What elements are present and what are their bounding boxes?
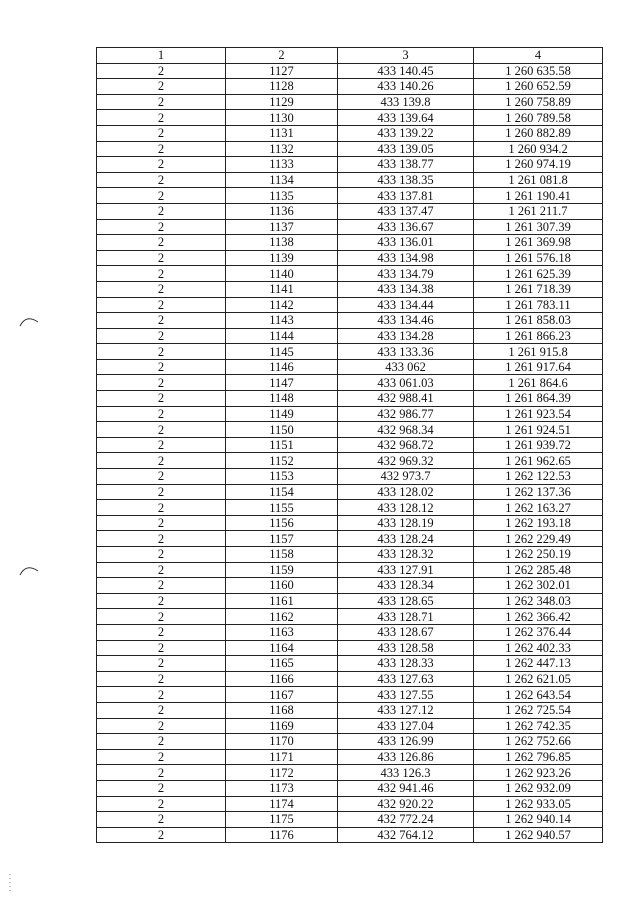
col-1-cell: 2 (97, 422, 226, 438)
col-1-cell: 2 (97, 718, 226, 734)
col-2-cell: 1167 (226, 687, 338, 703)
col-4-cell: 1 262 163.27 (474, 500, 603, 516)
col-2-cell: 1159 (226, 562, 338, 578)
col-1-cell: 2 (97, 531, 226, 547)
col-3-cell: 433 134.28 (338, 328, 474, 344)
col-4-cell: 1 261 924.51 (474, 422, 603, 438)
col-2-cell: 1176 (226, 827, 338, 843)
table-row (97, 328, 603, 344)
table-row (97, 157, 603, 173)
header-cell-2: 2 (226, 48, 338, 64)
table-row (97, 562, 603, 578)
col-3-cell: 433 136.67 (338, 219, 474, 235)
col-2-cell: 1150 (226, 422, 338, 438)
col-4-cell: 1 261 939.72 (474, 437, 603, 453)
col-3-cell: 433 128.58 (338, 640, 474, 656)
header-cell-4: 4 (474, 48, 603, 64)
col-4-cell: 1 262 725.54 (474, 702, 603, 718)
punch-hole-mark (18, 561, 40, 577)
col-3-cell: 433 133.36 (338, 344, 474, 360)
coordinates-table (96, 47, 603, 843)
table-row (97, 172, 603, 188)
col-4-cell: 1 261 864.6 (474, 375, 603, 391)
table-row (97, 718, 603, 734)
col-2-cell: 1156 (226, 515, 338, 531)
col-1-cell: 2 (97, 359, 226, 375)
col-4-cell: 1 261 576.18 (474, 250, 603, 266)
table-row (97, 469, 603, 485)
table-row (97, 375, 603, 391)
col-4-cell: 1 261 625.39 (474, 266, 603, 282)
col-2-cell: 1155 (226, 500, 338, 516)
table-row (97, 453, 603, 469)
col-1-cell: 2 (97, 671, 226, 687)
col-3-cell: 433 126.86 (338, 749, 474, 765)
col-3-cell: 433 139.8 (338, 94, 474, 110)
table-row (97, 624, 603, 640)
coordinates-table-body (97, 48, 603, 843)
col-3-cell: 433 128.71 (338, 609, 474, 625)
col-4-cell: 1 261 307.39 (474, 219, 603, 235)
col-3-cell: 432 986.77 (338, 406, 474, 422)
col-1-cell: 2 (97, 297, 226, 313)
col-3-cell: 433 126.99 (338, 734, 474, 750)
col-3-cell: 433 128.65 (338, 593, 474, 609)
table-row (97, 281, 603, 297)
table-row (97, 578, 603, 594)
col-1-cell: 2 (97, 313, 226, 329)
col-1-cell: 2 (97, 63, 226, 79)
col-2-cell: 1130 (226, 110, 338, 126)
col-1-cell: 2 (97, 827, 226, 843)
col-4-cell: 1 261 081.8 (474, 172, 603, 188)
col-2-cell: 1175 (226, 812, 338, 828)
col-4-cell: 1 261 369.98 (474, 235, 603, 251)
punch-hole-mark (18, 312, 40, 328)
col-4-cell: 1 262 137.36 (474, 484, 603, 500)
col-3-cell: 433 137.81 (338, 188, 474, 204)
col-3-cell: 433 134.44 (338, 297, 474, 313)
col-2-cell: 1131 (226, 125, 338, 141)
col-2-cell: 1158 (226, 547, 338, 563)
col-1-cell: 2 (97, 515, 226, 531)
col-4-cell: 1 261 211.7 (474, 203, 603, 219)
col-4-cell: 1 260 882.89 (474, 125, 603, 141)
col-3-cell: 433 127.12 (338, 702, 474, 718)
col-1-cell: 2 (97, 235, 226, 251)
col-1-cell: 2 (97, 734, 226, 750)
col-2-cell: 1137 (226, 219, 338, 235)
col-4-cell: 1 260 758.89 (474, 94, 603, 110)
col-1-cell: 2 (97, 79, 226, 95)
col-4-cell: 1 262 229.49 (474, 531, 603, 547)
col-1-cell: 2 (97, 547, 226, 563)
col-3-cell: 433 138.35 (338, 172, 474, 188)
col-1-cell: 2 (97, 593, 226, 609)
col-4-cell: 1 262 621.05 (474, 671, 603, 687)
col-2-cell: 1136 (226, 203, 338, 219)
col-1-cell: 2 (97, 157, 226, 173)
col-4-cell: 1 262 285.48 (474, 562, 603, 578)
col-4-cell: 1 262 376.44 (474, 624, 603, 640)
col-2-cell: 1170 (226, 734, 338, 750)
table-row (97, 79, 603, 95)
col-4-cell: 1 261 962.65 (474, 453, 603, 469)
col-3-cell: 433 139.64 (338, 110, 474, 126)
col-1-cell: 2 (97, 344, 226, 360)
col-4-cell: 1 262 366.42 (474, 609, 603, 625)
col-2-cell: 1135 (226, 188, 338, 204)
col-2-cell: 1169 (226, 718, 338, 734)
table-row (97, 671, 603, 687)
col-1-cell: 2 (97, 94, 226, 110)
col-2-cell: 1133 (226, 157, 338, 173)
col-3-cell: 433 134.46 (338, 313, 474, 329)
col-3-cell: 433 127.63 (338, 671, 474, 687)
col-2-cell: 1173 (226, 780, 338, 796)
col-4-cell: 1 261 190.41 (474, 188, 603, 204)
col-4-cell: 1 262 932.09 (474, 780, 603, 796)
col-2-cell: 1143 (226, 313, 338, 329)
col-4-cell: 1 260 974.19 (474, 157, 603, 173)
col-2-cell: 1161 (226, 593, 338, 609)
col-1-cell: 2 (97, 437, 226, 453)
col-1-cell: 2 (97, 562, 226, 578)
col-1-cell: 2 (97, 328, 226, 344)
table-row (97, 609, 603, 625)
col-4-cell: 1 262 643.54 (474, 687, 603, 703)
col-3-cell: 432 988.41 (338, 391, 474, 407)
col-2-cell: 1165 (226, 656, 338, 672)
col-2-cell: 1172 (226, 765, 338, 781)
col-3-cell: 433 127.91 (338, 562, 474, 578)
col-2-cell: 1147 (226, 375, 338, 391)
col-1-cell: 2 (97, 640, 226, 656)
col-2-cell: 1160 (226, 578, 338, 594)
col-2-cell: 1153 (226, 469, 338, 485)
col-2-cell: 1127 (226, 63, 338, 79)
col-3-cell: 433 127.04 (338, 718, 474, 734)
table-row (97, 796, 603, 812)
table-row (97, 734, 603, 750)
col-3-cell: 433 128.67 (338, 624, 474, 640)
col-1-cell: 2 (97, 749, 226, 765)
table-row (97, 110, 603, 126)
col-3-cell: 433 134.79 (338, 266, 474, 282)
col-4-cell: 1 260 652.59 (474, 79, 603, 95)
table-row (97, 656, 603, 672)
col-1-cell: 2 (97, 796, 226, 812)
col-1-cell: 2 (97, 484, 226, 500)
table-row (97, 780, 603, 796)
col-3-cell: 432 973.7 (338, 469, 474, 485)
table-row (97, 531, 603, 547)
col-1-cell: 2 (97, 453, 226, 469)
col-2-cell: 1140 (226, 266, 338, 282)
col-3-cell: 433 128.12 (338, 500, 474, 516)
table-row (97, 94, 603, 110)
col-3-cell: 433 134.98 (338, 250, 474, 266)
col-2-cell: 1164 (226, 640, 338, 656)
col-2-cell: 1162 (226, 609, 338, 625)
table-row (97, 235, 603, 251)
col-2-cell: 1154 (226, 484, 338, 500)
col-1-cell: 2 (97, 406, 226, 422)
col-2-cell: 1129 (226, 94, 338, 110)
table-row (97, 359, 603, 375)
table-row (97, 297, 603, 313)
col-3-cell: 433 128.02 (338, 484, 474, 500)
col-3-cell: 433 128.24 (338, 531, 474, 547)
col-3-cell: 432 941.46 (338, 780, 474, 796)
col-4-cell: 1 261 917.64 (474, 359, 603, 375)
col-3-cell: 432 772.24 (338, 812, 474, 828)
col-2-cell: 1132 (226, 141, 338, 157)
table-row (97, 391, 603, 407)
table-row (97, 812, 603, 828)
table-row (97, 125, 603, 141)
col-3-cell: 433 140.45 (338, 63, 474, 79)
col-1-cell: 2 (97, 250, 226, 266)
table-row (97, 313, 603, 329)
col-4-cell: 1 262 402.33 (474, 640, 603, 656)
col-1-cell: 2 (97, 125, 226, 141)
table-row (97, 500, 603, 516)
col-4-cell: 1 262 752.66 (474, 734, 603, 750)
table-row (97, 827, 603, 843)
col-1-cell: 2 (97, 172, 226, 188)
col-1-cell: 2 (97, 578, 226, 594)
table-row (97, 63, 603, 79)
col-3-cell: 433 136.01 (338, 235, 474, 251)
col-3-cell: 433 137.47 (338, 203, 474, 219)
col-4-cell: 1 262 933.05 (474, 796, 603, 812)
col-4-cell: 1 262 302.01 (474, 578, 603, 594)
col-2-cell: 1174 (226, 796, 338, 812)
col-3-cell: 433 138.77 (338, 157, 474, 173)
col-1-cell: 2 (97, 391, 226, 407)
table-row (97, 406, 603, 422)
col-2-cell: 1157 (226, 531, 338, 547)
col-3-cell: 432 968.72 (338, 437, 474, 453)
col-3-cell: 433 061.03 (338, 375, 474, 391)
col-3-cell: 432 764.12 (338, 827, 474, 843)
col-2-cell: 1144 (226, 328, 338, 344)
col-3-cell: 433 127.55 (338, 687, 474, 703)
table-row (97, 344, 603, 360)
col-3-cell: 433 062 (338, 359, 474, 375)
table-row (97, 593, 603, 609)
col-2-cell: 1152 (226, 453, 338, 469)
table-row (97, 484, 603, 500)
table-row (97, 437, 603, 453)
col-1-cell: 2 (97, 812, 226, 828)
table-row (97, 749, 603, 765)
col-1-cell: 2 (97, 266, 226, 282)
table-row (97, 640, 603, 656)
col-1-cell: 2 (97, 110, 226, 126)
col-3-cell: 433 134.38 (338, 281, 474, 297)
col-1-cell: 2 (97, 624, 226, 640)
col-1-cell: 2 (97, 656, 226, 672)
col-4-cell: 1 261 783.11 (474, 297, 603, 313)
col-4-cell: 1 260 934.2 (474, 141, 603, 157)
col-1-cell: 2 (97, 687, 226, 703)
table-row (97, 687, 603, 703)
col-4-cell: 1 260 789.58 (474, 110, 603, 126)
col-2-cell: 1151 (226, 437, 338, 453)
col-1-cell: 2 (97, 780, 226, 796)
col-4-cell: 1 262 940.14 (474, 812, 603, 828)
col-3-cell: 432 968.34 (338, 422, 474, 438)
table-row (97, 515, 603, 531)
header-cell-1: 1 (97, 48, 226, 64)
table-row (97, 188, 603, 204)
col-3-cell: 433 128.33 (338, 656, 474, 672)
col-4-cell: 1 262 193.18 (474, 515, 603, 531)
table-row (97, 266, 603, 282)
col-2-cell: 1138 (226, 235, 338, 251)
col-3-cell: 433 139.05 (338, 141, 474, 157)
col-2-cell: 1141 (226, 281, 338, 297)
col-1-cell: 2 (97, 188, 226, 204)
col-1-cell: 2 (97, 500, 226, 516)
col-4-cell: 1 261 866.23 (474, 328, 603, 344)
table-row (97, 203, 603, 219)
col-1-cell: 2 (97, 141, 226, 157)
table-row (97, 422, 603, 438)
table-row (97, 141, 603, 157)
header-cell-3: 3 (338, 48, 474, 64)
col-2-cell: 1171 (226, 749, 338, 765)
col-4-cell: 1 262 447.13 (474, 656, 603, 672)
col-2-cell: 1145 (226, 344, 338, 360)
col-4-cell: 1 261 858.03 (474, 313, 603, 329)
col-3-cell: 432 920.22 (338, 796, 474, 812)
col-2-cell: 1168 (226, 702, 338, 718)
col-4-cell: 1 262 122.53 (474, 469, 603, 485)
col-2-cell: 1139 (226, 250, 338, 266)
col-3-cell: 432 969.32 (338, 453, 474, 469)
col-2-cell: 1163 (226, 624, 338, 640)
col-3-cell: 433 128.32 (338, 547, 474, 563)
col-2-cell: 1166 (226, 671, 338, 687)
col-4-cell: 1 262 796.85 (474, 749, 603, 765)
scan-speck (9, 874, 11, 894)
col-1-cell: 2 (97, 765, 226, 781)
col-4-cell: 1 261 864.39 (474, 391, 603, 407)
col-4-cell: 1 262 250.19 (474, 547, 603, 563)
col-4-cell: 1 261 915.8 (474, 344, 603, 360)
table-row (97, 765, 603, 781)
col-4-cell: 1 262 742.35 (474, 718, 603, 734)
col-1-cell: 2 (97, 281, 226, 297)
col-3-cell: 433 128.19 (338, 515, 474, 531)
col-1-cell: 2 (97, 219, 226, 235)
col-4-cell: 1 262 348.03 (474, 593, 603, 609)
col-3-cell: 433 139.22 (338, 125, 474, 141)
col-4-cell: 1 262 940.57 (474, 827, 603, 843)
col-4-cell: 1 261 718.39 (474, 281, 603, 297)
col-2-cell: 1149 (226, 406, 338, 422)
col-2-cell: 1146 (226, 359, 338, 375)
col-1-cell: 2 (97, 469, 226, 485)
table-row (97, 250, 603, 266)
col-3-cell: 433 140.26 (338, 79, 474, 95)
col-2-cell: 1148 (226, 391, 338, 407)
table-row (97, 219, 603, 235)
col-1-cell: 2 (97, 375, 226, 391)
col-1-cell: 2 (97, 609, 226, 625)
col-3-cell: 433 126.3 (338, 765, 474, 781)
col-1-cell: 2 (97, 702, 226, 718)
col-2-cell: 1128 (226, 79, 338, 95)
table-row (97, 547, 603, 563)
col-3-cell: 433 128.34 (338, 578, 474, 594)
header-row (97, 48, 603, 64)
col-2-cell: 1142 (226, 297, 338, 313)
col-4-cell: 1 262 923.26 (474, 765, 603, 781)
col-4-cell: 1 261 923.54 (474, 406, 603, 422)
col-1-cell: 2 (97, 203, 226, 219)
col-2-cell: 1134 (226, 172, 338, 188)
table-row (97, 702, 603, 718)
col-4-cell: 1 260 635.58 (474, 63, 603, 79)
